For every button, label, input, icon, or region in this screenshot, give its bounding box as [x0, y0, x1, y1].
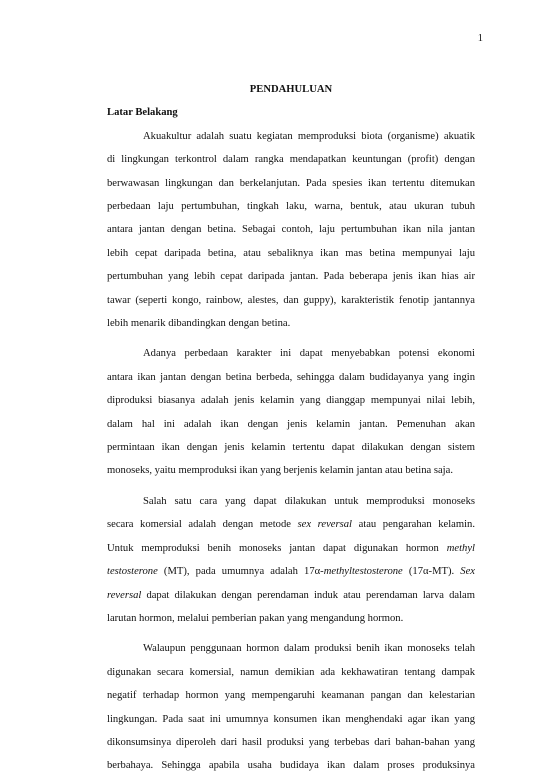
text-line: testosterone (MT), pada umumnya adalah 17α-methyltestosterone (17α-MT). Sex	[107, 566, 475, 578]
paragraph	[107, 342, 475, 482]
text-line: diproduksi biasanya adalah jenis kelamin yang dianggap mempunyai nilai lebih,	[107, 395, 475, 407]
text-line: antara jantan dengan betina. Sebagai contoh, laju pertumbuhan ikan nila jantan	[107, 224, 475, 236]
text-line: lebih menarik dibandingkan dengan betina.	[107, 318, 291, 330]
text-line: dikonsumsinya diperoleh dari hasil produksi yang terbebas dari bahan-bahan yang	[107, 736, 475, 748]
paragraph	[107, 125, 475, 336]
text-line: berwawasan lingkungan dan berkelanjutan. Pada spesies ikan tertentu ditemukan	[107, 177, 475, 189]
text-line: reversal dapat dilakukan dengan perendaman induk atau perendaman larva dalam	[107, 589, 475, 601]
section-subheading: Latar Belakang	[107, 107, 178, 119]
text-line: digunakan secara komersial, namun demikian ada kekhawatiran tentang dampak	[107, 666, 475, 678]
text-line: permintaan ikan dengan jenis kelamin tertentu dapat dilakukan dengan sistem	[107, 442, 475, 454]
page-number: 1	[477, 33, 483, 44]
text-line: pertumbuhan yang lebih cepat daripada jantan. Pada beberapa jenis ikan hias air	[107, 271, 475, 283]
text-line: larutan hormon, melalui pemberian pakan yang mengandung hormon.	[107, 612, 404, 624]
text-line: berbahaya. Sehingga apabila usaha budidaya ikan dalam proses produksinya	[107, 760, 475, 772]
document-body	[107, 78, 475, 778]
text-line: Salah satu cara yang dapat dilakukan untuk memproduksi monoseks	[143, 495, 475, 507]
text-line: Walaupun penggunaan hormon dalam produksi benih ikan monoseks telah	[143, 643, 475, 655]
paragraph	[107, 637, 475, 777]
paragraph	[107, 490, 475, 630]
text-line: perbedaan laju pertumbuhan, tingkah laku, warna, bentuk, atau ukuran tubuh	[107, 201, 475, 212]
text-line: Adanya perbedaan karakter ini dapat menyebabkan potensi ekonomi	[143, 348, 475, 360]
text-line: monoseks, yaitu memproduksi ikan yang berjenis kelamin jantan atau betina saja.	[107, 465, 453, 477]
text-line: secara komersial adalah dengan metode sex reversal atau pengarahan kelamin.	[107, 519, 475, 531]
text-line: dalam hal ini adalah ikan dengan jenis kelamin jantan. Pemenuhan akan	[107, 418, 475, 430]
text-line: Akuakultur adalah suatu kegiatan memproduksi biota (organisme) akuatik	[143, 130, 475, 142]
text-line: lebih cepat daripada betina, atau sebaliknya ikan mas betina mempunyai laju	[107, 247, 475, 259]
text-line: Untuk memproduksi benih monoseks jantan dapat digunakan hormon methyl	[107, 542, 475, 554]
paragraphs	[107, 125, 475, 778]
text-line: di lingkungan terkontrol dalam rangka mendapatkan keuntungan (profit) dengan	[107, 154, 475, 166]
text-line: lingkungan. Pada saat ini umumnya konsumen ikan menghendaki agar ikan yang	[107, 713, 475, 725]
text-line: tawar (seperti kongo, rainbow, alestes, dan guppy), karakteristik fenotip jantannya	[107, 294, 475, 306]
text-line: antara ikan jantan dengan betina berbeda, sehingga dalam budidayanya yang ingin	[107, 371, 475, 383]
chapter-heading: PENDAHULUAN	[249, 84, 333, 95]
text-line: negatif terhadap hormon yang mempengaruhi keamanan pangan dan kelestarian	[107, 690, 475, 702]
